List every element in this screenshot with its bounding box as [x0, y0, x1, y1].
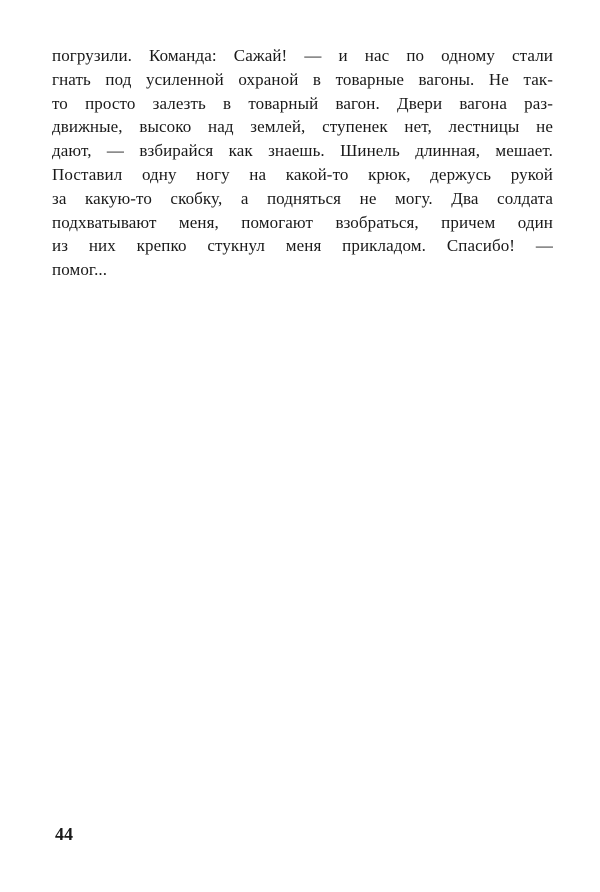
text-line: движные, высоко над землей, ступенек нет, лестницы не: [52, 117, 553, 137]
text-line: из них крепко стукнул меня прикладом. Спасибо! —: [52, 236, 553, 256]
text-line: то просто залезть в товарный вагон. Двери вагона раз-: [52, 93, 553, 113]
body-text: [52, 44, 553, 282]
text-line: подхватывают меня, помогают взобраться, причем один: [52, 212, 553, 232]
text-line: гнать под усиленной охраной в товарные вагоны. Не так-: [52, 69, 553, 89]
text-line: дают, — взбирайся как знаешь. Шинель длинная, мешает.: [52, 141, 553, 161]
text-line: помог...: [52, 260, 108, 280]
text-line: Поставил одну ногу на какой-то крюк, держусь рукой: [52, 164, 553, 184]
page-number: 44: [55, 824, 73, 844]
text-line: за какую-то скобку, а подняться не могу. Два солдата: [52, 188, 553, 208]
text-line: погрузили. Команда: Сажай! — и нас по одному стали: [52, 46, 553, 65]
